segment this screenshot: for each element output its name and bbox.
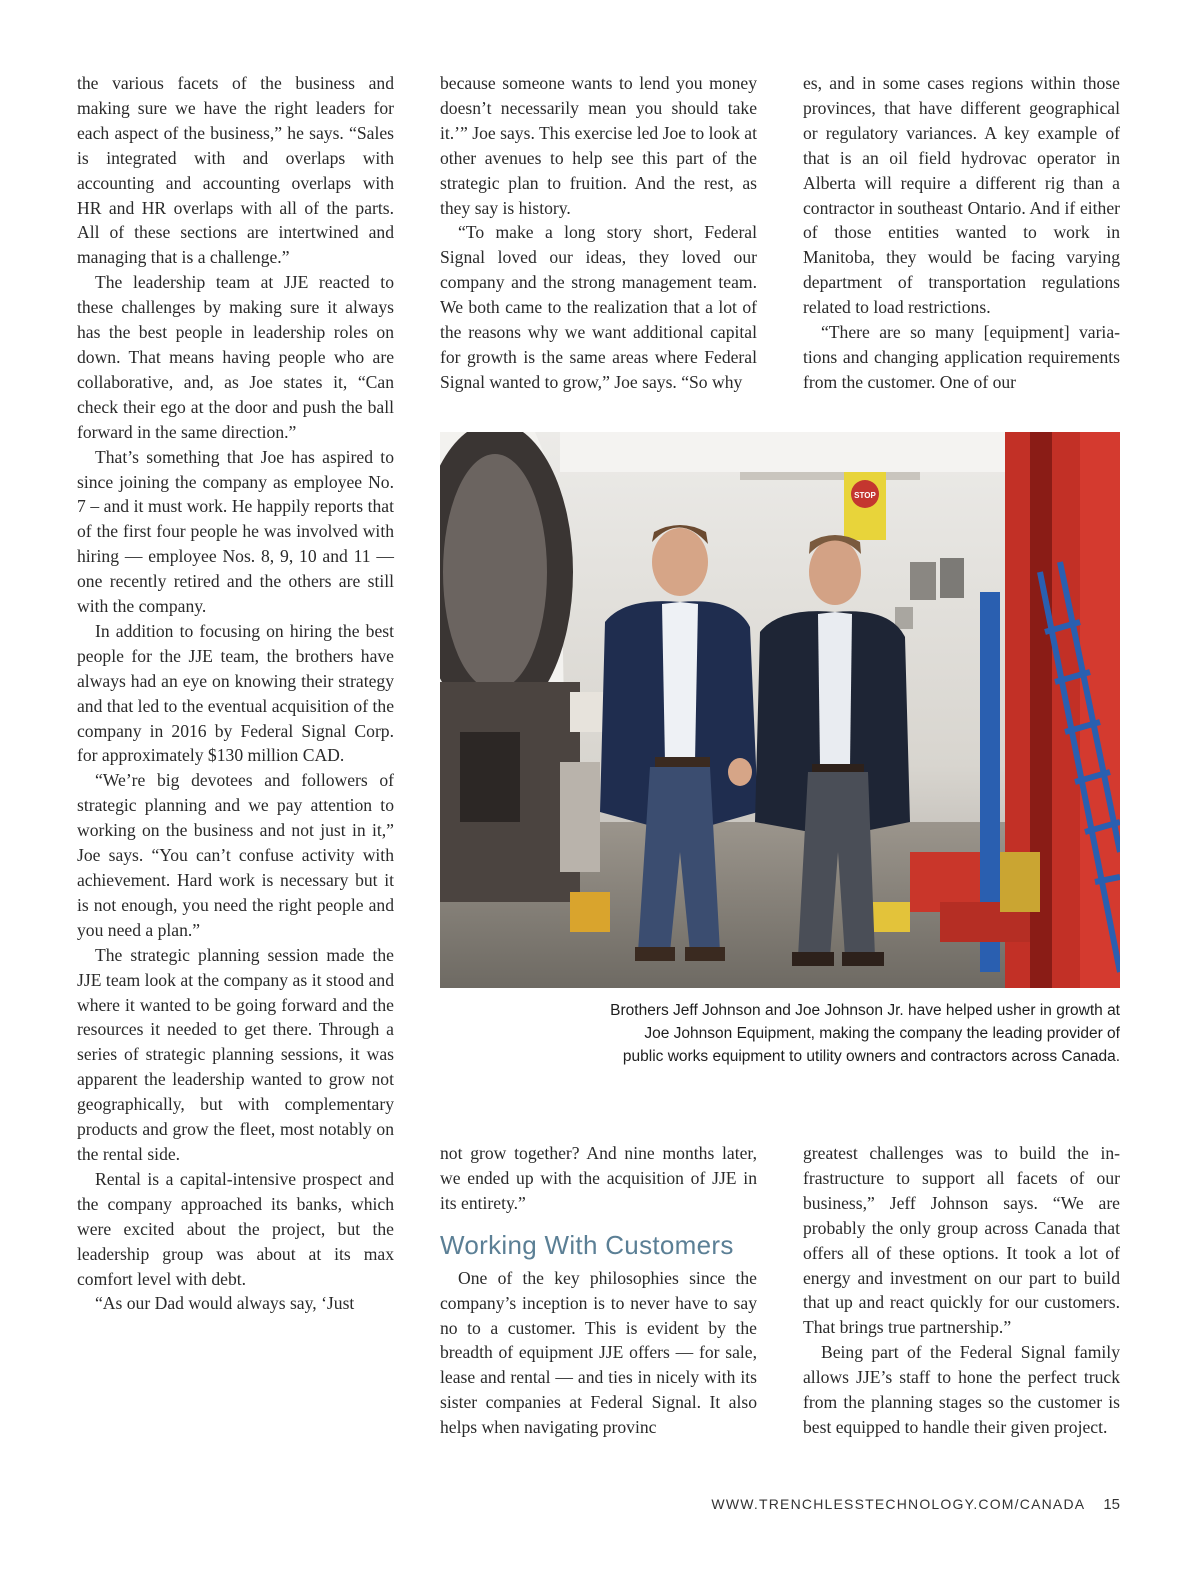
column-2-bottom [440,1141,757,1440]
article-photo [440,432,1120,988]
paragraph: “To make a long story short, Federal Signal loved our ideas, they loved our company and the strong management team. We both came to the realization that a lot of the reasons why we want additional capital for growth is the same areas where Federal Signal wanted to grow,” Joe says. “So why [440,222,757,392]
column-2-top [440,71,757,395]
paragraph: “We’re big devotees and followers of strategic planning and we pay attention to working on the business and not just in it,” Joe says. “You can’t confuse activity with achievement. Hard work is necessary but it is not enough, you need the right people and you need a plan.” [77,770,394,940]
paragraph: Being part of the Federal Signal family allows JJE’s staff to hone the perfect truck from the planning stages so the customer is best equipped to handle their given project. [803,1342,1120,1437]
paragraph: “There are so many [equipment] variations and changing application requirements from the customer. One of our [803,322,1120,392]
paragraph: greatest challenges was to build the infrastructure to support all facets of our business,” Jeff Johnson says. “We are probably the only group across Canada that offers all of these options. It took a lot of energy and investment on our part to build that up and react quickly for our customers. That brings true partnership.” [803,1143,1120,1338]
caption-line: Joe Johnson Equipment, making the company the leading provider of [644,1025,1120,1042]
footer-url: WWW.TRENCHLESSTECHNOLOGY.COM/CANADA [711,1496,1086,1512]
paragraph: The strategic planning session made the JJE team look at the company as it stood and where it wanted to be going forward and the resources it needed to get there. Through a series of strategic planning sessions, it was apparent the leadership wanted to grow not geographically, but with complementary products and grow the fleet, most notably on the rental side. [77,944,394,1164]
paragraph: the various facets of the business and making sure we have the right leaders for each aspect of the business,” he says. “Sales is integrated with and overlaps with accounting and accounting overlaps with HR and HR overlaps with all of the parts. All of these sections are intertwined and managing that is a challenge.” [77,73,394,268]
stop-sign-text: STOP [854,491,876,500]
paragraph: That’s something that Joe has aspired to since joining the company as employee No. 7 – and it must work. He happily reports that of the first four people he was involved with hiring — employee Nos. 8, 9, 10 and 11 — one recently retired and the others are still with the company. [77,446,394,617]
section-heading: Working With Customers [440,1229,734,1260]
paragraph: not grow together? And nine months later, we ended up with the acquisition of JJE in its entirety.” [440,1143,757,1213]
brothers-walking-photo [440,432,1120,988]
photo-caption [440,999,1120,1068]
page-number: 15 [1103,1496,1120,1513]
caption-line: Brothers Jeff Johnson and Joe Johnson Jr. have helped usher in growth at [610,1002,1120,1019]
column-1 [77,71,394,1316]
column-3-top [803,71,1120,395]
paragraph: es, and in some cases regions within those provinces, that have different geographical or regulatory variances. A key example of that is an oil field hydrovac operator in Alberta will require a different rig than a contractor in southeast Ontario. And if either of those entities wanted to work in Manitoba, they would be facing varying department of transportation regulations related to load restrictions. [803,73,1120,318]
paragraph: In addition to focusing on hiring the best people for the JJE team, the brothers have always had an eye on knowing their strategy and that led to the eventual acquisition of the company in 2016 by Federal Signal Corp. for approximately $130 million CAD. [77,620,394,766]
paragraph: “As our Dad would always say, ‘Just [95,1293,355,1314]
column-3-bottom [803,1141,1120,1440]
paragraph: because someone wants to lend you money doesn’t necessarily mean you should take it.’” Joe says. This exercise led Joe to look at other avenues to help see this part of the strategic plan to fruition. And the rest, as they say is history. [440,73,757,218]
paragraph: One of the key philosophies since the company’s inception is to never have to say no to a customer. This is evident by the breadth of equipment JJE offers — for sale, lease and rental — and ties in nicely with its sister companies at Federal Signal. It also helps when navigating provinc [440,1267,757,1438]
paragraph: Rental is a capital-intensive prospect and the company approached its banks, which were excited about the project, but the leadership group was about at its max comfort level with debt. [77,1168,394,1289]
page-footer [711,1496,1120,1513]
caption-line: public works equipment to utility owners and contractors across Canada. [622,1048,1120,1065]
paragraph: The leadership team at JJE reacted to these challenges by making sure it always has the best people in leadership roles on down. That means having people who are collaborative, and, as Joe states it, “Can check their ego at the door and push the ball forward in the same direction.” [77,272,394,442]
